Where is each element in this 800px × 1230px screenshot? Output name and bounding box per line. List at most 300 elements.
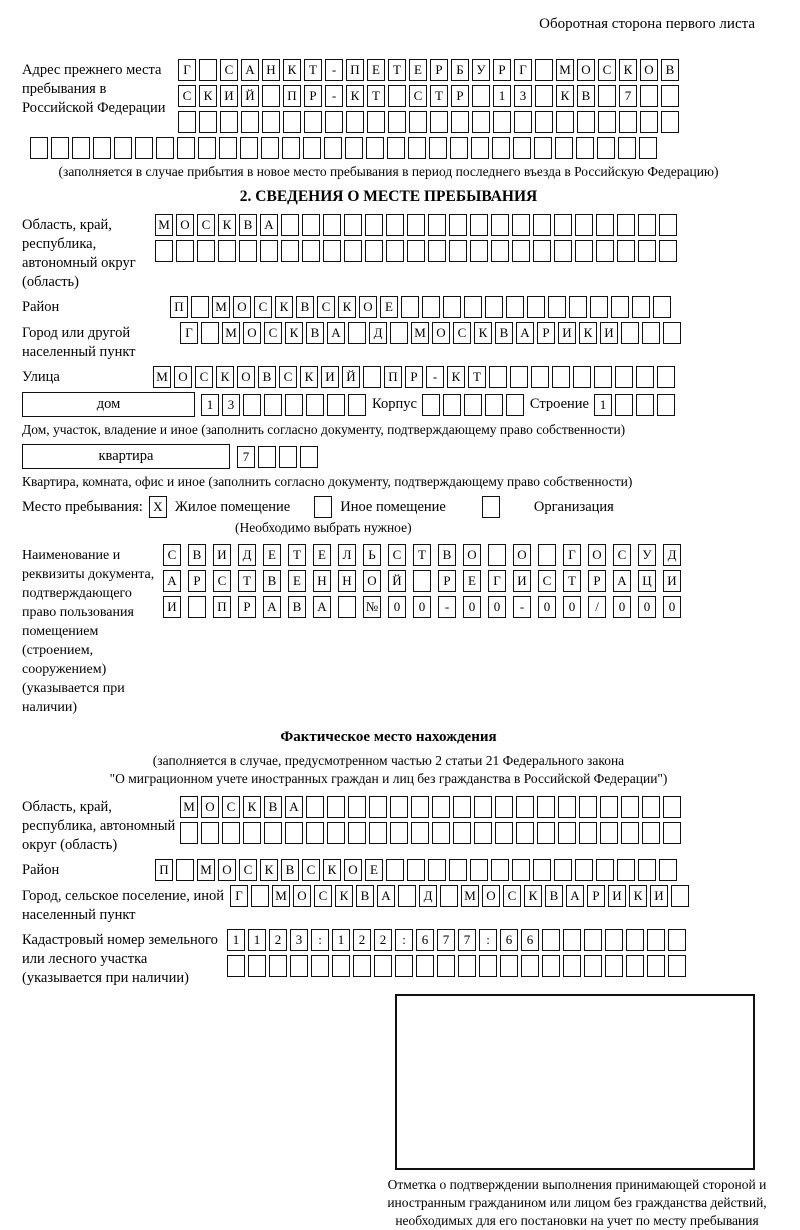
char-box[interactable]	[374, 955, 392, 977]
char-box[interactable]: К	[300, 366, 318, 388]
char-box[interactable]: А	[377, 885, 395, 907]
char-box[interactable]	[304, 111, 322, 133]
char-box[interactable]: Д	[238, 544, 256, 566]
char-box[interactable]	[512, 859, 530, 881]
char-box[interactable]	[348, 822, 366, 844]
char-box[interactable]	[626, 955, 644, 977]
char-box[interactable]	[449, 214, 467, 236]
char-box[interactable]: С	[538, 570, 556, 592]
char-box[interactable]: В	[288, 596, 306, 618]
char-box[interactable]	[300, 446, 318, 468]
char-box[interactable]	[489, 366, 507, 388]
char-box[interactable]: П	[213, 596, 231, 618]
char-box[interactable]: Е	[367, 59, 385, 81]
char-box[interactable]: Р	[451, 85, 469, 107]
char-box[interactable]	[512, 240, 530, 262]
char-box[interactable]	[262, 111, 280, 133]
char-box[interactable]	[428, 240, 446, 262]
char-box[interactable]	[458, 955, 476, 977]
char-box[interactable]	[176, 859, 194, 881]
char-box[interactable]	[579, 796, 597, 818]
char-box[interactable]	[155, 240, 173, 262]
char-box[interactable]: Е	[263, 544, 281, 566]
char-box[interactable]: Е	[288, 570, 306, 592]
char-box[interactable]	[575, 240, 593, 262]
char-box[interactable]	[363, 366, 381, 388]
char-box[interactable]	[538, 544, 556, 566]
char-box[interactable]	[453, 822, 471, 844]
char-box[interactable]	[533, 859, 551, 881]
char-box[interactable]: Е	[380, 296, 398, 318]
char-box[interactable]: 7	[237, 446, 255, 468]
char-box[interactable]: В	[661, 59, 679, 81]
char-box[interactable]: О	[293, 885, 311, 907]
char-box[interactable]	[199, 111, 217, 133]
char-box[interactable]: -	[438, 596, 456, 618]
char-box[interactable]	[324, 137, 342, 159]
char-box[interactable]: Е	[365, 859, 383, 881]
char-box[interactable]	[409, 111, 427, 133]
char-box[interactable]: 1	[493, 85, 511, 107]
char-box[interactable]: Б	[451, 59, 469, 81]
char-box[interactable]	[479, 955, 497, 977]
char-box[interactable]: О	[201, 796, 219, 818]
char-box[interactable]	[638, 240, 656, 262]
char-box[interactable]: 3	[514, 85, 532, 107]
char-box[interactable]: Н	[338, 570, 356, 592]
char-box[interactable]: О	[176, 214, 194, 236]
char-box[interactable]: С	[163, 544, 181, 566]
char-box[interactable]	[506, 296, 524, 318]
char-box[interactable]	[282, 137, 300, 159]
char-box[interactable]	[302, 240, 320, 262]
char-box[interactable]	[390, 322, 408, 344]
char-box[interactable]	[365, 214, 383, 236]
char-box[interactable]: К	[285, 322, 303, 344]
char-box[interactable]: Г	[178, 59, 196, 81]
char-box[interactable]	[198, 137, 216, 159]
char-box[interactable]	[636, 366, 654, 388]
char-box[interactable]	[390, 822, 408, 844]
char-box[interactable]: 3	[222, 394, 240, 416]
char-box[interactable]: Т	[413, 544, 431, 566]
char-box[interactable]: Г	[230, 885, 248, 907]
char-box[interactable]: В	[545, 885, 563, 907]
char-box[interactable]: У	[472, 59, 490, 81]
char-box[interactable]	[365, 240, 383, 262]
char-box[interactable]	[554, 214, 572, 236]
char-box[interactable]	[663, 822, 681, 844]
char-box[interactable]: С	[388, 544, 406, 566]
char-box[interactable]: Й	[388, 570, 406, 592]
char-box[interactable]	[239, 240, 257, 262]
char-box[interactable]: С	[598, 59, 616, 81]
char-box[interactable]: А	[566, 885, 584, 907]
char-box[interactable]	[176, 240, 194, 262]
char-box[interactable]	[495, 822, 513, 844]
char-box[interactable]	[338, 596, 356, 618]
char-box[interactable]: Р	[537, 322, 555, 344]
char-box[interactable]: У	[638, 544, 656, 566]
char-box[interactable]: К	[283, 59, 301, 81]
char-box[interactable]	[222, 822, 240, 844]
char-box[interactable]: А	[613, 570, 631, 592]
char-box[interactable]	[638, 859, 656, 881]
char-box[interactable]	[279, 446, 297, 468]
char-box[interactable]	[600, 796, 618, 818]
char-box[interactable]	[388, 85, 406, 107]
char-box[interactable]	[430, 111, 448, 133]
char-box[interactable]: В	[239, 214, 257, 236]
char-box[interactable]: 0	[488, 596, 506, 618]
char-box[interactable]	[464, 296, 482, 318]
char-box[interactable]	[647, 955, 665, 977]
char-box[interactable]: И	[650, 885, 668, 907]
char-box[interactable]: О	[243, 322, 261, 344]
char-box[interactable]	[311, 955, 329, 977]
char-box[interactable]: Н	[262, 59, 280, 81]
char-box[interactable]	[220, 111, 238, 133]
char-box[interactable]: Р	[438, 570, 456, 592]
char-box[interactable]	[534, 137, 552, 159]
char-box[interactable]: М	[272, 885, 290, 907]
char-box[interactable]: С	[613, 544, 631, 566]
char-box[interactable]: С	[453, 322, 471, 344]
char-box[interactable]: Й	[241, 85, 259, 107]
char-box[interactable]: -	[325, 85, 343, 107]
char-box[interactable]: Е	[313, 544, 331, 566]
char-box[interactable]	[344, 214, 362, 236]
char-box[interactable]: П	[170, 296, 188, 318]
char-box[interactable]: С	[254, 296, 272, 318]
char-box[interactable]	[584, 929, 602, 951]
char-box[interactable]	[416, 955, 434, 977]
char-box[interactable]: М	[222, 322, 240, 344]
char-box[interactable]: 0	[388, 596, 406, 618]
char-box[interactable]: К	[218, 214, 236, 236]
char-box[interactable]: Н	[313, 570, 331, 592]
char-box[interactable]: Ц	[638, 570, 656, 592]
char-box[interactable]	[542, 929, 560, 951]
char-box[interactable]	[367, 111, 385, 133]
char-box[interactable]: О	[482, 885, 500, 907]
char-box[interactable]	[618, 137, 636, 159]
char-box[interactable]: А	[260, 214, 278, 236]
char-box[interactable]: К	[275, 296, 293, 318]
char-box[interactable]: С	[409, 85, 427, 107]
char-box[interactable]	[488, 544, 506, 566]
char-box[interactable]: Т	[563, 570, 581, 592]
char-box[interactable]	[197, 240, 215, 262]
char-box[interactable]: О	[577, 59, 595, 81]
char-box[interactable]: -	[325, 59, 343, 81]
char-box[interactable]: Д	[663, 544, 681, 566]
char-box[interactable]: М	[180, 796, 198, 818]
char-box[interactable]: М	[153, 366, 171, 388]
char-box[interactable]	[306, 822, 324, 844]
char-box[interactable]	[219, 137, 237, 159]
char-box[interactable]	[493, 111, 511, 133]
char-box[interactable]: В	[188, 544, 206, 566]
char-box[interactable]	[450, 137, 468, 159]
char-box[interactable]: Т	[238, 570, 256, 592]
char-box[interactable]	[30, 137, 48, 159]
char-box[interactable]	[290, 955, 308, 977]
char-box[interactable]: Р	[430, 59, 448, 81]
char-box[interactable]: К	[346, 85, 364, 107]
char-box[interactable]: О	[363, 570, 381, 592]
char-box[interactable]	[429, 137, 447, 159]
char-box[interactable]	[491, 240, 509, 262]
char-box[interactable]	[569, 296, 587, 318]
char-box[interactable]	[527, 296, 545, 318]
char-box[interactable]	[283, 111, 301, 133]
char-box[interactable]	[395, 955, 413, 977]
char-box[interactable]	[554, 859, 572, 881]
char-box[interactable]	[558, 822, 576, 844]
char-box[interactable]: О	[218, 859, 236, 881]
char-box[interactable]	[485, 296, 503, 318]
char-box[interactable]: 6	[500, 929, 518, 951]
char-box[interactable]: К	[216, 366, 234, 388]
char-box[interactable]: О	[233, 296, 251, 318]
char-box[interactable]	[227, 955, 245, 977]
char-box[interactable]	[474, 822, 492, 844]
char-box[interactable]	[521, 955, 539, 977]
char-box[interactable]	[344, 240, 362, 262]
char-box[interactable]	[642, 322, 660, 344]
char-box[interactable]: /	[588, 596, 606, 618]
char-box[interactable]	[640, 85, 658, 107]
char-box[interactable]: С	[317, 296, 335, 318]
char-box[interactable]: 3	[290, 929, 308, 951]
char-box[interactable]	[260, 240, 278, 262]
checkbox-zhiloe[interactable]: X	[149, 496, 167, 518]
char-box[interactable]	[251, 885, 269, 907]
char-box[interactable]: С	[195, 366, 213, 388]
char-box[interactable]	[659, 859, 677, 881]
char-box[interactable]	[306, 394, 324, 416]
char-box[interactable]: К	[447, 366, 465, 388]
char-box[interactable]: Е	[463, 570, 481, 592]
char-box[interactable]: Р	[188, 570, 206, 592]
char-box[interactable]	[516, 796, 534, 818]
char-box[interactable]	[411, 822, 429, 844]
char-box[interactable]: 7	[619, 85, 637, 107]
char-box[interactable]	[218, 240, 236, 262]
char-box[interactable]: С	[220, 59, 238, 81]
char-box[interactable]	[180, 822, 198, 844]
char-box[interactable]: А	[516, 322, 534, 344]
char-box[interactable]	[472, 111, 490, 133]
char-box[interactable]: Т	[430, 85, 448, 107]
char-box[interactable]	[506, 394, 524, 416]
char-box[interactable]: В	[263, 570, 281, 592]
char-box[interactable]: Г	[488, 570, 506, 592]
char-box[interactable]	[621, 322, 639, 344]
char-box[interactable]	[657, 394, 675, 416]
char-box[interactable]: К	[556, 85, 574, 107]
char-box[interactable]	[201, 322, 219, 344]
char-box[interactable]	[598, 111, 616, 133]
char-box[interactable]: К	[243, 796, 261, 818]
char-box[interactable]	[584, 955, 602, 977]
char-box[interactable]: С	[503, 885, 521, 907]
char-box[interactable]	[348, 322, 366, 344]
char-box[interactable]	[563, 929, 581, 951]
char-box[interactable]: И	[513, 570, 531, 592]
char-box[interactable]: О	[588, 544, 606, 566]
char-box[interactable]: 2	[269, 929, 287, 951]
char-box[interactable]	[590, 296, 608, 318]
char-box[interactable]: :	[479, 929, 497, 951]
char-box[interactable]	[470, 859, 488, 881]
char-box[interactable]	[114, 137, 132, 159]
char-box[interactable]: К	[338, 296, 356, 318]
char-box[interactable]	[346, 111, 364, 133]
char-box[interactable]: 1	[332, 929, 350, 951]
char-box[interactable]	[285, 394, 303, 416]
char-box[interactable]	[422, 296, 440, 318]
char-box[interactable]: В	[356, 885, 374, 907]
char-box[interactable]: А	[313, 596, 331, 618]
char-box[interactable]: П	[384, 366, 402, 388]
char-box[interactable]: К	[260, 859, 278, 881]
char-box[interactable]	[639, 137, 657, 159]
char-box[interactable]	[491, 859, 509, 881]
char-box[interactable]: Л	[338, 544, 356, 566]
char-box[interactable]	[449, 240, 467, 262]
char-box[interactable]: С	[197, 214, 215, 236]
char-box[interactable]	[575, 214, 593, 236]
char-box[interactable]: 0	[663, 596, 681, 618]
char-box[interactable]: М	[155, 214, 173, 236]
char-box[interactable]	[576, 137, 594, 159]
char-box[interactable]	[407, 859, 425, 881]
char-box[interactable]	[491, 214, 509, 236]
char-box[interactable]: И	[163, 596, 181, 618]
char-box[interactable]: Т	[288, 544, 306, 566]
char-box[interactable]	[533, 214, 551, 236]
char-box[interactable]: Р	[304, 85, 322, 107]
char-box[interactable]: О	[640, 59, 658, 81]
char-box[interactable]	[663, 322, 681, 344]
char-box[interactable]	[577, 111, 595, 133]
char-box[interactable]: 6	[416, 929, 434, 951]
char-box[interactable]	[470, 214, 488, 236]
char-box[interactable]: 1	[248, 929, 266, 951]
char-box[interactable]	[659, 240, 677, 262]
char-box[interactable]: 7	[437, 929, 455, 951]
char-box[interactable]	[472, 85, 490, 107]
char-box[interactable]	[575, 859, 593, 881]
char-box[interactable]	[510, 366, 528, 388]
char-box[interactable]	[535, 111, 553, 133]
char-box[interactable]: А	[241, 59, 259, 81]
char-box[interactable]	[492, 137, 510, 159]
char-box[interactable]: Р	[405, 366, 423, 388]
char-box[interactable]	[428, 859, 446, 881]
char-box[interactable]: 1	[227, 929, 245, 951]
char-box[interactable]	[617, 859, 635, 881]
char-box[interactable]	[303, 137, 321, 159]
char-box[interactable]: 7	[458, 929, 476, 951]
char-box[interactable]: Г	[563, 544, 581, 566]
char-box[interactable]: С	[264, 322, 282, 344]
char-box[interactable]	[327, 394, 345, 416]
char-box[interactable]	[401, 296, 419, 318]
char-box[interactable]	[178, 111, 196, 133]
char-box[interactable]	[432, 796, 450, 818]
char-box[interactable]	[348, 796, 366, 818]
char-box[interactable]: С	[279, 366, 297, 388]
char-box[interactable]	[388, 111, 406, 133]
char-box[interactable]	[422, 394, 440, 416]
char-box[interactable]: И	[608, 885, 626, 907]
char-box[interactable]	[605, 929, 623, 951]
char-box[interactable]	[605, 955, 623, 977]
char-box[interactable]	[369, 796, 387, 818]
char-box[interactable]	[240, 137, 258, 159]
char-box[interactable]: О	[432, 322, 450, 344]
char-box[interactable]	[621, 796, 639, 818]
char-box[interactable]: 0	[613, 596, 631, 618]
char-box[interactable]	[411, 796, 429, 818]
char-box[interactable]	[533, 240, 551, 262]
char-box[interactable]	[621, 822, 639, 844]
char-box[interactable]: Г	[514, 59, 532, 81]
char-box[interactable]	[323, 214, 341, 236]
char-box[interactable]: П	[155, 859, 173, 881]
char-box[interactable]: Ь	[363, 544, 381, 566]
char-box[interactable]	[554, 240, 572, 262]
char-box[interactable]: Р	[588, 570, 606, 592]
char-box[interactable]: П	[283, 85, 301, 107]
char-box[interactable]	[659, 214, 677, 236]
char-box[interactable]: 0	[563, 596, 581, 618]
char-box[interactable]: 0	[538, 596, 556, 618]
char-box[interactable]: Д	[419, 885, 437, 907]
char-box[interactable]: В	[438, 544, 456, 566]
char-box[interactable]: А	[263, 596, 281, 618]
char-box[interactable]: Т	[468, 366, 486, 388]
char-box[interactable]	[647, 929, 665, 951]
char-box[interactable]: И	[321, 366, 339, 388]
char-box[interactable]	[542, 955, 560, 977]
char-box[interactable]: П	[346, 59, 364, 81]
char-box[interactable]: Г	[180, 322, 198, 344]
char-box[interactable]	[201, 822, 219, 844]
char-box[interactable]	[552, 366, 570, 388]
char-box[interactable]: 6	[521, 929, 539, 951]
char-box[interactable]	[323, 240, 341, 262]
char-box[interactable]	[615, 366, 633, 388]
char-box[interactable]	[512, 214, 530, 236]
char-box[interactable]	[617, 240, 635, 262]
char-box[interactable]: №	[363, 596, 381, 618]
char-box[interactable]	[500, 955, 518, 977]
char-box[interactable]: Т	[367, 85, 385, 107]
char-box[interactable]: К	[323, 859, 341, 881]
char-box[interactable]	[348, 394, 366, 416]
char-box[interactable]	[51, 137, 69, 159]
char-box[interactable]: 2	[353, 929, 371, 951]
char-box[interactable]	[285, 822, 303, 844]
char-box[interactable]: К	[629, 885, 647, 907]
char-box[interactable]: О	[344, 859, 362, 881]
char-box[interactable]: В	[306, 322, 324, 344]
char-box[interactable]	[428, 214, 446, 236]
